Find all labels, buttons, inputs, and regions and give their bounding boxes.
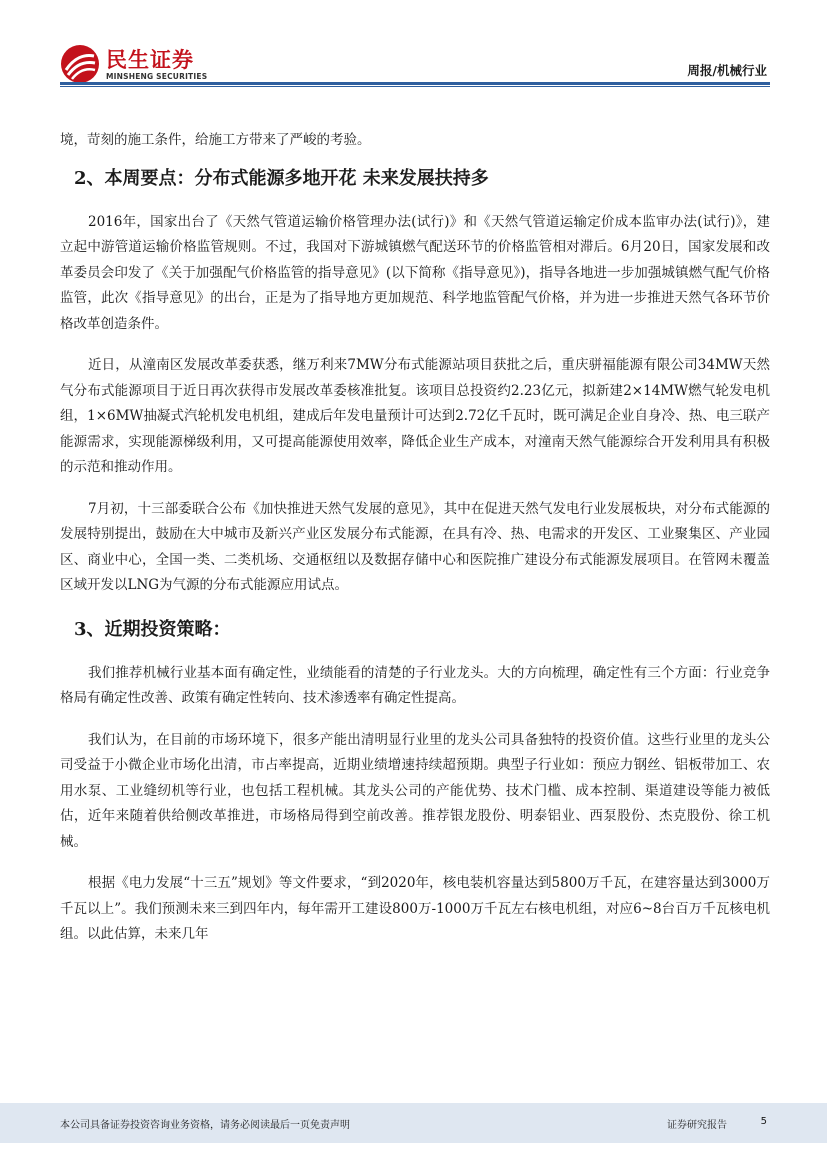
section-2-paragraph-2: 近日，从潼南区发展改革委获悉，继万利来7MW分布式能源站项目获批之后，重庆骈福能源有限公司34MW天然气分布式能源项目于近日再次获得市发展改革委核准批复。该项目总投资约2.23亿元，拟新建2×14MW燃气轮发电机组，1×6MW抽凝式汽轮机发电机组，建成后年发电量预计可达到2.72亿千瓦时，既可满足企业自身冷、热、电三联产能源需求，实现能源梯级利用，又可提高能源使用效率，降低企业生产成本，对潼南天然气能源综合开发利用具有积极的示范和推动作用。 — [60, 357, 770, 475]
header-divider — [60, 82, 770, 85]
minsheng-logo-icon — [60, 44, 100, 84]
page-number: 5 — [760, 1116, 767, 1127]
section-2-paragraph-3: 7月初，十三部委联合公布《加快推进天然气发展的意见》，其中在促进天然气发电行业发展板块，对分布式能源的发展特别提出，鼓励在大中城市及新兴产业区发展分布式能源，在具有冷、热、电需求的开发区、工业聚集区、产业园区、商业中心，全国一类、二类机场、交通枢纽以及数据存储中心和医院推广建设分布式能源发展项目。在管网未覆盖区域开发以LNG为气源的分布式能源应用试点。 — [60, 500, 770, 593]
footer-doc-type: 证券研究报告 — [667, 1120, 727, 1131]
page-footer — [0, 1103, 827, 1143]
section-3-heading: 3、近期投资策略： — [74, 618, 231, 640]
section-3-paragraph-3: 根据《电力发展“十三五”规划》等文件要求，“到2020年，核电装机容量达到5800万千瓦，在建容量达到3000万千瓦以上”。我们预测未来三到四年内，每年需开工建设800万-1000万千瓦左右核电机组，对应6~8台百万千瓦核电机组。以此估算，未来几年 — [60, 875, 770, 942]
header-divider-thin — [60, 86, 770, 87]
report-body — [60, 128, 770, 948]
brand-name-cn: 民生证券 — [106, 48, 194, 72]
footer-disclaimer: 本公司具备证券投资咨询业务资格，请务必阅读最后一页免责声明 — [60, 1120, 350, 1131]
section-2-paragraph-1: 2016年，国家出台了《天然气管道运输价格管理办法(试行)》和《天然气管道运输定价成本监审办法(试行)》，建立起中游管道运输价格监管规则。不过，我国对下游城镇燃气配送环节的价格监管相对滞后。6月20日，国家发展和改革委员会印发了《关于加强配气价格监管的指导意见》(以下简称《指导意见》)，指导各地进一步加强城镇燃气配气价格监管，此次《指导意见》的出台，正是为了指导地方更加规范、科学地监管配气价格，并为进一步推进天然气各环节价格改革创造条件。 — [60, 213, 770, 332]
page-header — [0, 0, 827, 90]
section-2-heading: 2、本周要点：分布式能源多地开花 未来发展扶持多 — [74, 167, 489, 189]
intro-line: 境，苛刻的施工条件，给施工方带来了严峻的考验。 — [60, 132, 371, 148]
brand-name-en: MINSHENG SECURITIES — [106, 72, 208, 81]
report-category: 周报/机械行业 — [687, 63, 767, 78]
section-3-paragraph-2: 我们认为，在目前的市场环境下，很多产能出清明显行业里的龙头公司具备独特的投资价值。这些行业里的龙头公司受益于小微企业市场化出清，市占率提高，近期业绩增速持续超预期。典型子行业如：预应力钢丝、铝板带加工、农用水泵、工业缝纫机等行业，也包括工程机械。其龙头公司的产能优势、技术门槛、成本控制、渠道建设等能力被低估，近年来随着供给侧改革推进，市场格局得到空前改善。推荐银龙股份、明泰铝业、西泵股份、杰克股份、徐工机械。 — [60, 731, 770, 850]
section-3-paragraph-1: 我们推荐机械行业基本面有确定性，业绩能看的清楚的子行业龙头。大的方向梳理，确定性有三个方面：行业竞争格局有确定性改善、政策有确定性转向、技术渗透率有确定性提高。 — [60, 664, 770, 706]
